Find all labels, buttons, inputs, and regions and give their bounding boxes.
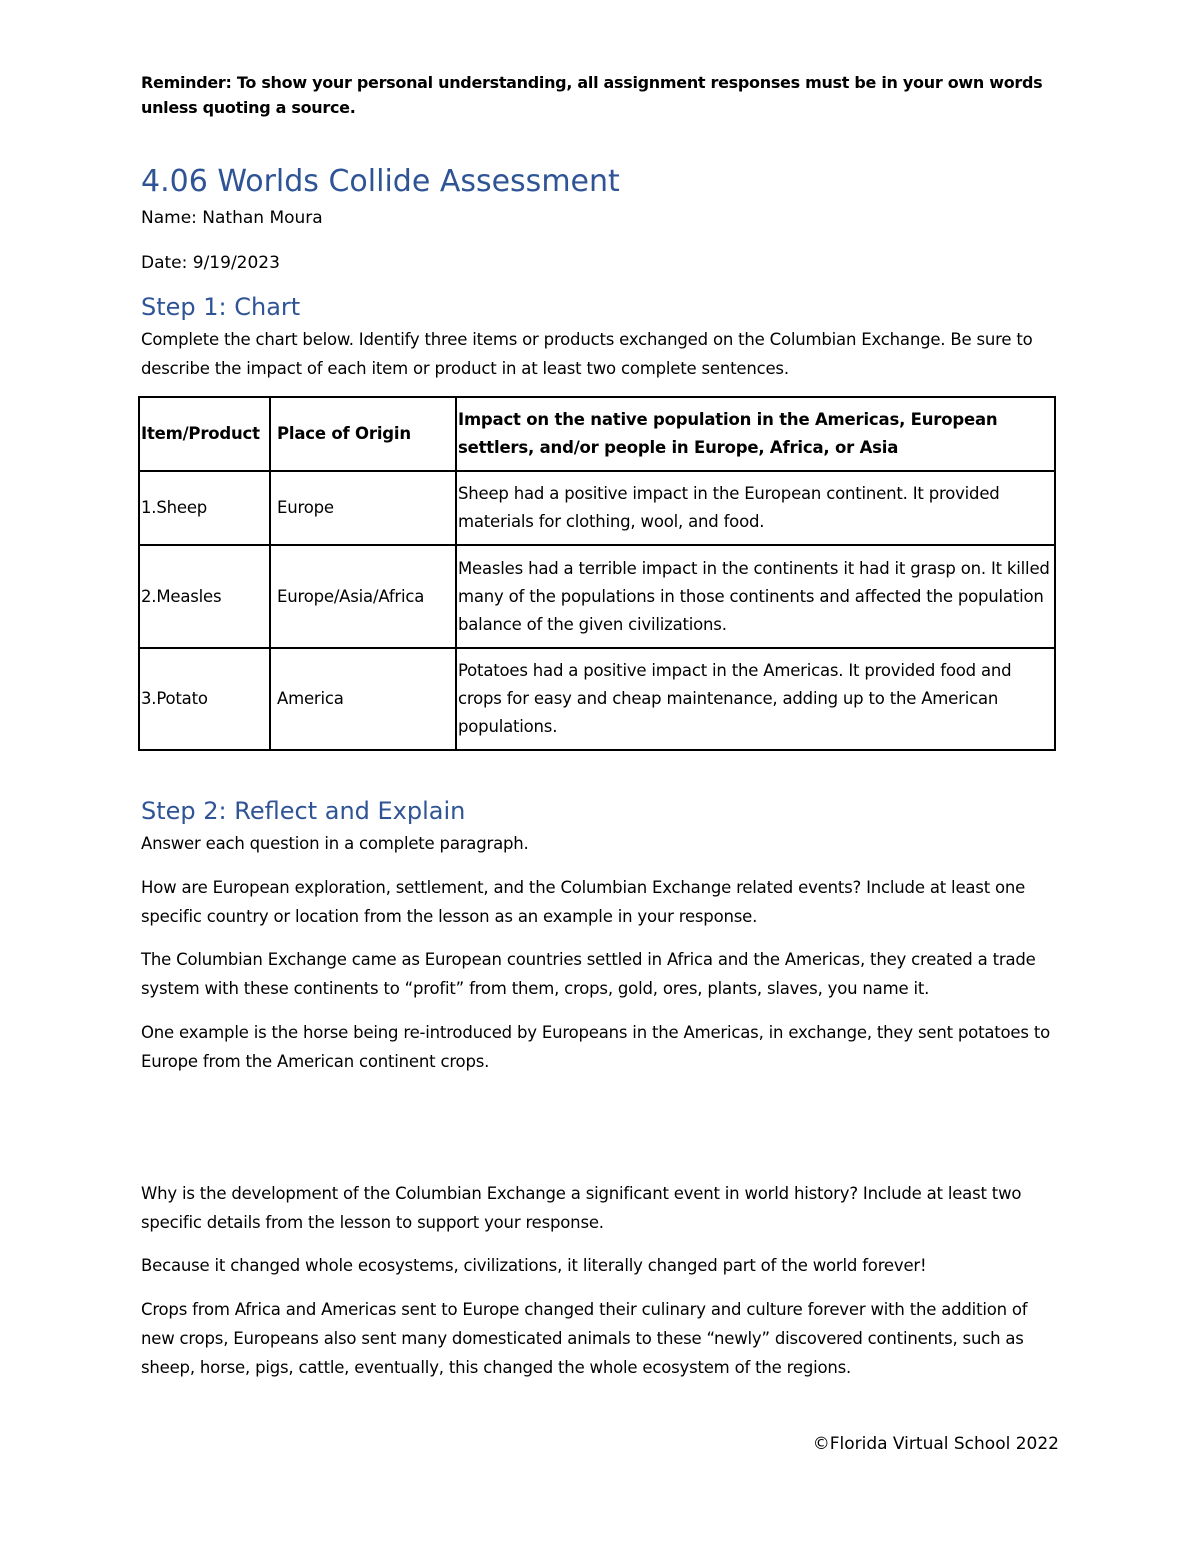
table-row [139,471,1055,545]
table-row [139,648,1055,750]
cell-item: 1.Sheep [139,471,270,545]
question-2: Why is the development of the Columbian Exchange a significant event in world history? Include at least two specific details from the lesson to support your response. [141,1184,1022,1232]
header-impact: Impact on the native population in the Americas, European settlers, and/or people in Europe, Africa, or Asia [456,397,1055,471]
answer-2-paragraph-1: Because it changed whole ecosystems, civilizations, it literally changed part of the world forever! [141,1256,927,1275]
name-line: Name: Nathan Moura [141,208,323,228]
cell-origin: Europe/Asia/Africa [270,545,456,648]
step2-instructions: Answer each question in a complete paragraph. [141,834,529,853]
table-header-row [139,397,1055,471]
answer-1-paragraph-1: The Columbian Exchange came as European countries settled in Africa and the Americas, they created a trade system with these continents to “profit” from them, crops, gold, ores, plants, slaves, you name it. [141,950,1036,998]
copyright-footer: ©Florida Virtual School 2022 [812,1434,1059,1454]
header-item-product: Item/Product [139,397,270,471]
cell-item: 3.Potato [139,648,270,750]
step1-heading: Step 1: Chart [141,293,301,321]
exchange-chart [138,396,1056,751]
cell-origin: America [270,648,456,750]
cell-impact: Sheep had a positive impact in the European continent. It provided materials for clothing, wool, and food. [456,471,1055,545]
cell-impact: Measles had a terrible impact in the continents it had it grasp on. It killed many of the populations in those continents and affected the population balance of the given civilizations. [456,545,1055,648]
reminder-text: Reminder: To show your personal understanding, all assignment responses must be in your own words unless quoting a source. [141,73,1043,117]
cell-impact: Potatoes had a positive impact in the Americas. It provided food and crops for easy and cheap maintenance, adding up to the American populations. [456,648,1055,750]
header-place-of-origin: Place of Origin [270,397,456,471]
question-1: How are European exploration, settlement, and the Columbian Exchange related events? Include at least one specific country or location from the lesson as an example in your response. [141,878,1026,926]
date-line: Date: 9/19/2023 [141,253,280,273]
step2-heading: Step 2: Reflect and Explain [141,797,466,825]
step1-instructions: Complete the chart below. Identify three items or products exchanged on the Columbian Exchange. Be sure to describe the impact of each item or product in at least two complete sentences. [141,330,1033,378]
cell-origin: Europe [270,471,456,545]
table-row [139,545,1055,648]
answer-1-paragraph-2: One example is the horse being re-introduced by Europeans in the Americas, in exchange, they sent potatoes to Europe from the American continent crops. [141,1023,1050,1071]
answer-2-paragraph-2: Crops from Africa and Americas sent to Europe changed their culinary and culture forever with the addition of new crops, Europeans also sent many domesticated animals to these “newly” discovered continents, such as sheep, horse, pigs, cattle, eventually, this changed the whole ecosystem of the regions. [141,1300,1028,1377]
cell-item: 2.Measles [139,545,270,648]
page-title: 4.06 Worlds Collide Assessment [141,164,620,199]
